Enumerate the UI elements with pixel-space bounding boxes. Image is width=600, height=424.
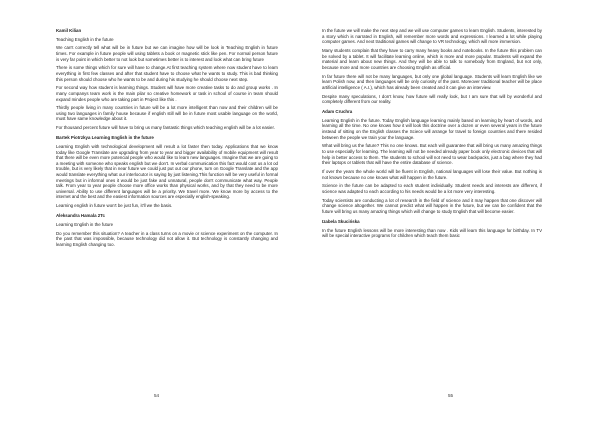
paragraph: If over the years the whole world will be fluent in English, national languages will lose their value. But nothing is not known because no one knows what will happen in the future. — [322, 168, 542, 180]
paragraph: For second way how student is learning things. Student will have more creative tasks to do and group works . In many companys team work is the main pilar so creative homework or task in school of course in team should expand mindes people who are taking part in Project like this . — [56, 85, 278, 102]
paragraph: There is some things which for sure will have to change.At first teaching system where now student have to learn everything in first few classes and after that student have to choose what he wants to study. This is bad thinking this person should choose who he wants to be and during his studying he should choose next step. — [56, 65, 278, 82]
paragraph: Science in the future can be adapted to each student individually. Student needs and interests are different, if science was adapted to each according to his needs would be a lot more very interesting. — [322, 183, 542, 194]
paragraph: Learning English in the future — [56, 221, 114, 227]
paragraph: Many students complain that they have to carry many heavy books and notebooks. In the future this problem can be solved by a tablet. It will facilitate learning online, which is more and more popular. Students will expand the material and learn about new things. And they will be able to talk to somebody from England, but not only, because more and more countries are choosing English as official. — [322, 47, 542, 70]
article-heading: Kamil Kilian — [56, 28, 82, 33]
paragraph: In far future there will not be many languages, but only one global language. Students will learn English like we learn Polish now, and then languages will be only curiosity of the past. Moreover traditional teacher will be place artificial intelligence ( A.I.), which has already been created and it can give an interview. — [322, 73, 542, 90]
paragraph: In the future we will make the next step and we will use computer games to learn English. Students, interested by a story which is narrated in English, will remember more words and expressions. I learned a lot while playing computer games. And next traditional games will change to VR technology, which will more immersion. — [322, 28, 542, 45]
paragraph: Learning english in future won't be just fun, it'll we the basis. — [56, 203, 173, 209]
article-heading: Izabela Skucińska — [322, 218, 360, 224]
paragraph: Do you remember this situation? A teacher in a class turns on a movie or science experiment on the computer. In the past that was impossible, because technology did not allow it. But technology is constantly changing and learning English changing too. — [56, 230, 278, 247]
article-heading: Adam Cruchra — [322, 109, 353, 115]
paragraph: Despite many speculations, I don't know, how future will really look, but I am sure that will by wonderful and completely different from our reality. — [322, 93, 542, 105]
paragraph: We can't correctly tell what will be in future but we can imagine how will be look in Teaching English in future times. For example in future people will using tablets a book or magnetic stick like pen. For normal person future is very far point in which better to not look but sometimes better is to interest and look what can bring future — [56, 45, 278, 62]
paragraph: Today scientists are conducting a lot of research in the field of science and it may happen that one discover will change science altogether. We cannot predict what will happen in the future, but we can be confident that the future will bring us many amazing things which will change to study English that will become easier. — [322, 197, 542, 214]
left-page-body — [56, 28, 278, 247]
paragraph: Learning English with technological development will result a lot faster then today. Applications that we know today like Google Translate are upgrading from year to year and bigger availability of mobile equipment will result that there will be even more potencial people who would like to learn new languages. Imagine that we are going to a meeting with someone who speaks english but we don't. In verbal communication this fact would cost us a lot od trouble, but is very likely that in near future we could just put out our phone, turn on Google Translate and the app would translate everything what our interlocutor is saying by just listening.This function will be very useful in formal meetings but in informal ones it would be just fake and unnatural, people don't communicate what way. People talk. From year to year people choose more office works than physical works, and by that they need to be more universal. Ability to use different languages will be a priority. We travel more. We know more by access to the internet and the best and the easiest information sources are especially english-speaking. — [56, 143, 278, 200]
paragraph: Teaching English in the future — [56, 36, 114, 42]
paragraph: For thousand percent future will have to bring us many fantastic things which teaching english will be a lot easier. — [56, 125, 275, 131]
paragraph: What will bring us the future? This no one knows. But each will guarantee that will bring us many amazing things to use especially for learning. The learning will not be needed already paper book only electronic devices that will help in better access to them. The students to school will not need to wear backpacks, just a bag where they had their laptops or tablets that will have the entire database of science. — [322, 143, 542, 166]
right-page — [300, 0, 600, 424]
paragraph: In the future English lessons will be more interesting than now . Kids will learn this language for birthday. In TV will be special interactive programs for children which teach them basic — [322, 227, 542, 239]
article-heading: Bartek Piotrzkya Learning English in the future — [56, 135, 154, 141]
paragraph: Learning English in the future. Today English language learning mainly based on learning by heart of words, and learning all the time. No one knows how it will look this doctrine over a dozen or even several years in the future instead of sitting on the English classes the Sciece will arrange for travel to foreign countries and there resided between the people we train your the language. — [322, 117, 542, 140]
article-heading: Aleksandra Hamala 2Tc — [56, 213, 105, 219]
paragraph: Thirdly people living in many countries in future will be a lot more intelligent than now and their children will be using two languages in family house because if english still will be in future most usable language on the world, must have same knowledge about it. — [56, 105, 278, 122]
page-number-right: 55 — [448, 393, 454, 398]
page-number-left: 54 — [154, 393, 160, 398]
right-page-body — [322, 28, 542, 239]
